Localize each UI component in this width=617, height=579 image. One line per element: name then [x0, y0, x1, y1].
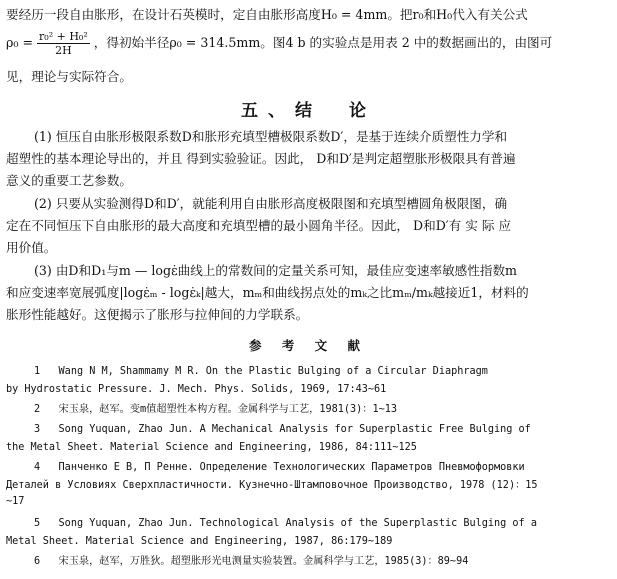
reference-1 [34, 365, 488, 379]
reference-number: 5 [34, 518, 41, 529]
reference-text: Панченко Е В, П Ренне. Определение Технологических Параметров Пневмоформовки [58, 462, 525, 473]
intro-line-2 [6, 30, 610, 70]
paragraph-2-line-2: 定在不同恒压下自由胀形的最大高度和充填型槽的最小圆角半径。因此， D和D′有 实 际 应 [6, 218, 512, 233]
paragraph-1-line-3: 意义的重要工艺参数。 [6, 173, 132, 188]
reference-text: 宋玉泉，赵军，万胜狄。超塑胀形光电测量实验装置。金属科学与工艺，1985(3)：89~94 [58, 556, 469, 567]
reference-2 [34, 403, 397, 417]
reference-text: 宋玉泉，赵军。变m值超塑性本构方程。金属科学与工艺，1981(3)：1~13 [58, 404, 398, 415]
section-title: 五、结 论 [241, 101, 376, 121]
references-heading: 参 考 文 献 [248, 338, 369, 353]
reference-4-cont: Деталей в Условиях Сверхпластичности. Кузнечно-Штамповочное Производство, 1978 (12)：15 [6, 480, 538, 491]
intro-line-3: 见，理论与实际符合。 [6, 69, 132, 84]
reference-4 [34, 461, 525, 475]
reference-number: 3 [34, 424, 41, 435]
reference-3-cont: the Metal Sheet. Material Science and Engineering, 1986, 84:111~125 [6, 442, 417, 453]
paragraph-3-line-1: (3) 由D和D₁与m — logε̇曲线上的常数间的定量关系可知，最佳应变速率敏感性指数m [34, 263, 517, 278]
reference-number: 2 [34, 404, 41, 415]
formula-numerator: r₀² + H₀² [39, 30, 88, 43]
paragraph-3-line-3: 胀形性能越好。这便揭示了胀形与拉伸间的力学联系。 [6, 307, 309, 322]
formula [6, 30, 94, 57]
formula-fraction [37, 30, 90, 57]
reference-text: Song Yuquan, Zhao Jun. Technological Analysis of the Superplastic Bulging of a [58, 518, 537, 529]
reference-number: 4 [34, 462, 41, 473]
formula-denominator: 2H [55, 44, 72, 57]
reference-text: Wang N M, Shammamy M R. On the Plastic Bulging of a Circular Diaphragm [58, 366, 488, 377]
reference-5-cont: Metal Sheet. Material Science and Engineering, 1987, 86:179~189 [6, 536, 393, 547]
reference-4-cont-2: ~17 [6, 496, 25, 507]
reference-text: Song Yuquan, Zhao Jun. A Mechanical Analysis for Superplastic Free Bulging of [58, 424, 531, 435]
paragraph-2-line-1: (2) 只要从实验测得D和D′，就能利用自由胀形高度极限图和充填型槽圆角极限图，确 [34, 196, 508, 211]
reference-3 [34, 423, 531, 437]
reference-number: 6 [34, 556, 41, 567]
formula-lhs: ρ₀ = [6, 35, 34, 50]
reference-number: 1 [34, 366, 41, 377]
reference-6 [34, 555, 468, 569]
paragraph-3-line-2: 和应变速率宽展弧度|logε̇ₘ - logε̇ₖ|越大，mₘ和曲线拐点处的mₖ之比mₘ/mₖ越接近1，材料的 [6, 285, 529, 300]
paragraph-2-line-3: 用价值。 [6, 240, 57, 255]
paragraph-1-line-1: (1) 恒压自由胀形极限系数D和胀形充填型槽极限系数D′，是基于连续介质塑性力学和 [34, 129, 508, 144]
reference-5 [34, 517, 537, 531]
paragraph-1-line-2: 超塑性的基本理论导出的，并且 得到实验验证。因此， D和D′是判定超塑胀形极限具有普遍 [6, 151, 516, 166]
intro-line-2-text: ，得初始半径ρ₀ = 314.5mm。图4 b 的实验点是用表 2 中的数据画出的，由图可 [93, 35, 553, 50]
reference-1-cont: by Hydrostatic Pressure. J. Mech. Phys. Solids, 1969, 17:43~61 [6, 384, 387, 395]
intro-line-1: 要经历一段自由胀形，在设计石英模时，定自由胀形高度H₀ = 4mm。把r₀和H₀代入有关公式 [6, 7, 528, 22]
